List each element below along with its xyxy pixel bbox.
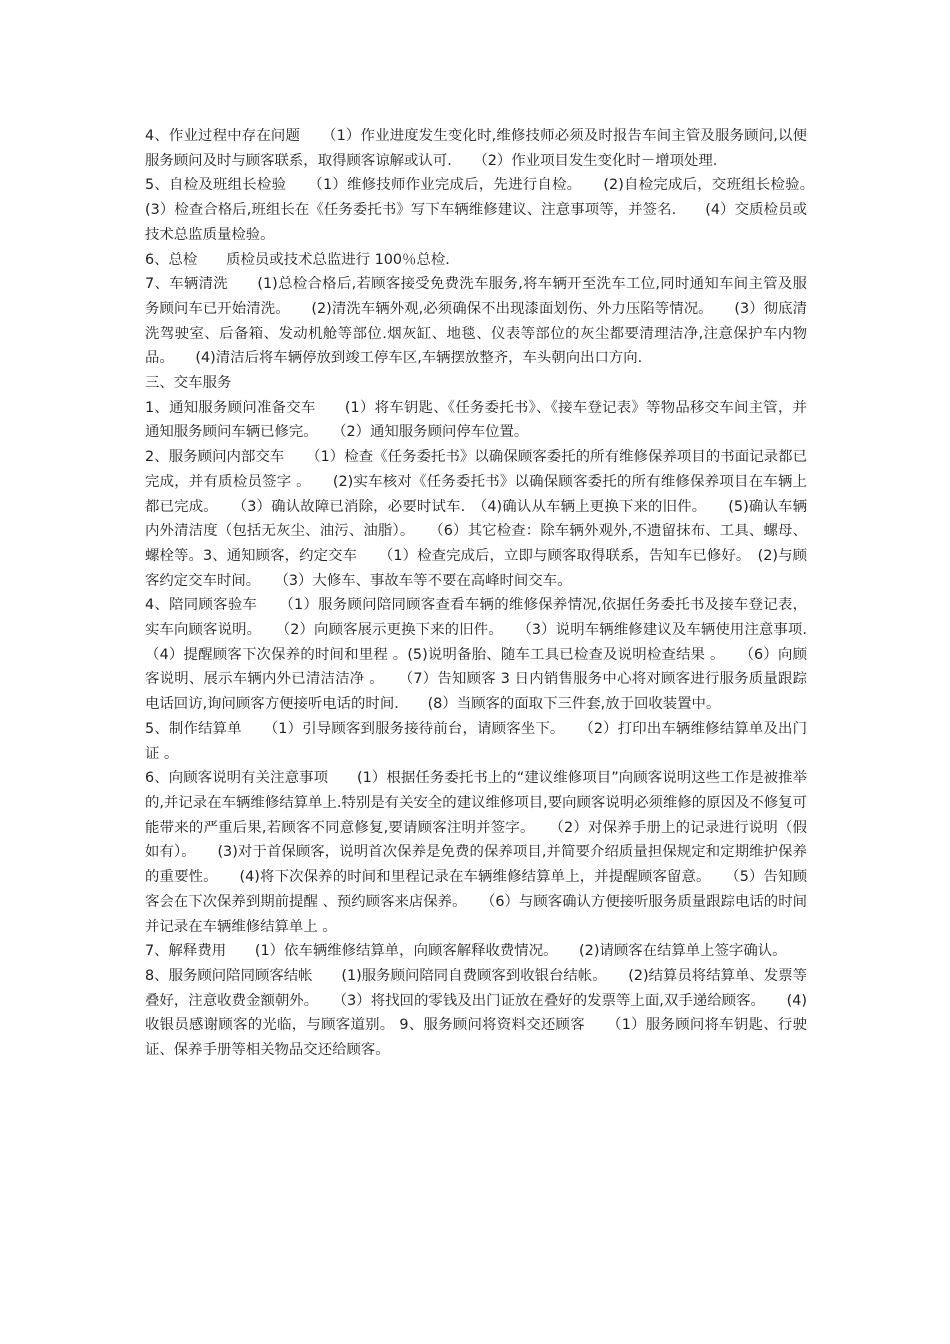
paragraph-6-notes: 6、向顾客说明有关注意事项 (1）根据任务委托书上的“建议维修项目”向顾客说明这些工作是被推举的,并记录在车辆维修结算单上.特别是有关安全的建议维修项目,要向顾客说明必须维修的原因及不修复可能带来的严重后果,若顾客不同意修复,要请顾客注明并签字。 （2）对保养手册上的记录进行说明（假如有）。 (3)对于首保顾客，说明首次保养是免费的保养项目,并简要介绍质量担保规定和定期维护保养的重要性。 (4)将下次保养的时间和里程记录在车辆维修结算单上，并提醒顾客留意。 （5）告知顾客会在下次保养到期前提醒 、预约顾客来店保养。 （6）与顾客确认方便接听服务质量跟踪电话的时间并记录在车辆维修结算单上 。 — [145, 770, 807, 935]
paragraph-7-washing: 7、车辆清洗 (1)总检合格后,若顾客接受免费洗车服务,将车辆开至洗车工位,同时通知车间主管及服务顾问车已开始清洗。 (2)清洗车辆外观,必须确保不出现漆面划伤、外力压陷等情况。 (3）彻底清洗驾驶室、后备箱、发动机舱等部位.烟灰缸、地毯、仪表等部位的灰尘都要清理洁净,注意保护车内物品。 (4)清洁后将车辆停放到竣工停车区,车辆摆放整齐，车头朝向出口方向. — [145, 276, 807, 367]
section-heading-delivery: 三、交车服务 — [145, 375, 232, 392]
paragraph-4-problems: 4、作业过程中存在问题 （1）作业进度发生变化时,维修技师必须及时报告车间主管及服务顾问,以便服务顾问及时与顾客联系，取得顾客谅解或认可. （2）作业项目发生变化时－增项处理. — [145, 128, 807, 169]
paragraph-1-notify: 1、通知服务顾问准备交车 (1）将车钥匙、《任务委托书》、《接车登记表》等物品移交车间主管，并通知服务顾问车辆已修完。 （2）通知服务顾问停车位置。 — [145, 399, 807, 441]
paragraph-8-checkout: 8、服务顾问陪同顾客结帐 (1)服务顾问陪同自费顾客到收银台结帐。 (2)结算员将结算单、发票等叠好，注意收费金额朝外。 （3）将找回的零钱及出门证放在叠好的发票等上面,双手递给顾客。 (4)收银员感谢顾客的光临，与顾客道别。 9、服务顾问将资料交还顾客 （1）服务顾问将车钥匙、行驶证、保养手册等相关物品交还给顾客。 — [145, 967, 807, 1059]
paragraph-7-fees: 7、解释费用 (1）依车辆维修结算单，向顾客解释收费情况。 (2)请顾客在结算单上签字确认。 — [145, 943, 787, 960]
paragraph-6-final-check: 6、总检 质检员或技术总监进行 100％总检. — [145, 251, 450, 268]
paragraph-2-internal-delivery: 2、服务顾问内部交车 （1）检查《任务委托书》以确保顾客委托的所有维修保养项目的书面记录都已完成，并有质检员签字 。 (2)实车核对《任务委托书》以确保顾客委托的所有维修保养项目在车辆上都已完成。 （3）确认故障已消除，必要时试车. （4)确认从车辆上更换下来的旧件。 (5)确认车辆内外清洁度（包括无灰尘、油污、油脂）。 （6）其它检查：除车辆外观外,不遗留抹布、工具、螺母、螺栓等。3、通知顾客，约定交车 （1）检查完成后，立即与顾客取得联系，告知车已修好。 (2)与顾客约定交车时间。 （3）大修车、事故车等不要在高峰时间交车。 — [145, 449, 807, 589]
document-body — [145, 124, 836, 1063]
paragraph-5-self-check: 5、自检及班组长检验 （1）维修技师作业完成后，先进行自检。 (2)自检完成后，交班组长检验。 (3）检查合格后,班组长在《任务委托书》写下车辆维修建议、注意事项等，并签名. (4）交质检员或技术总监质量检验。 — [145, 177, 836, 243]
paragraph-5-statement: 5、制作结算单 （1）引导顾客到服务接待前台，请顾客坐下。 （2）打印出车辆维修结算单及出门证 。 — [145, 720, 807, 762]
paragraph-4-inspection: 4、陪同顾客验车 （1）服务顾问陪同顾客查看车辆的维修保养情况,依据任务委托书及接车登记表，实车向顾客说明。 （2）向顾客展示更换下来的旧件。 （3）说明车辆维修建议及车辆使用注意事项. （4）提醒顾客下次保养的时间和里程 。(5)说明备胎、随车工具已检查及说明检查结果 。 （6）向顾客说明、展示车辆内外已清洁洁净 。 （7）告知顾客 3 日内销售服务中心将对顾客进行服务质量跟踪电话回访,询问顾客方便接听电话的时间. (8）当顾客的面取下三件套,放于回收装置中。 — [145, 597, 836, 713]
